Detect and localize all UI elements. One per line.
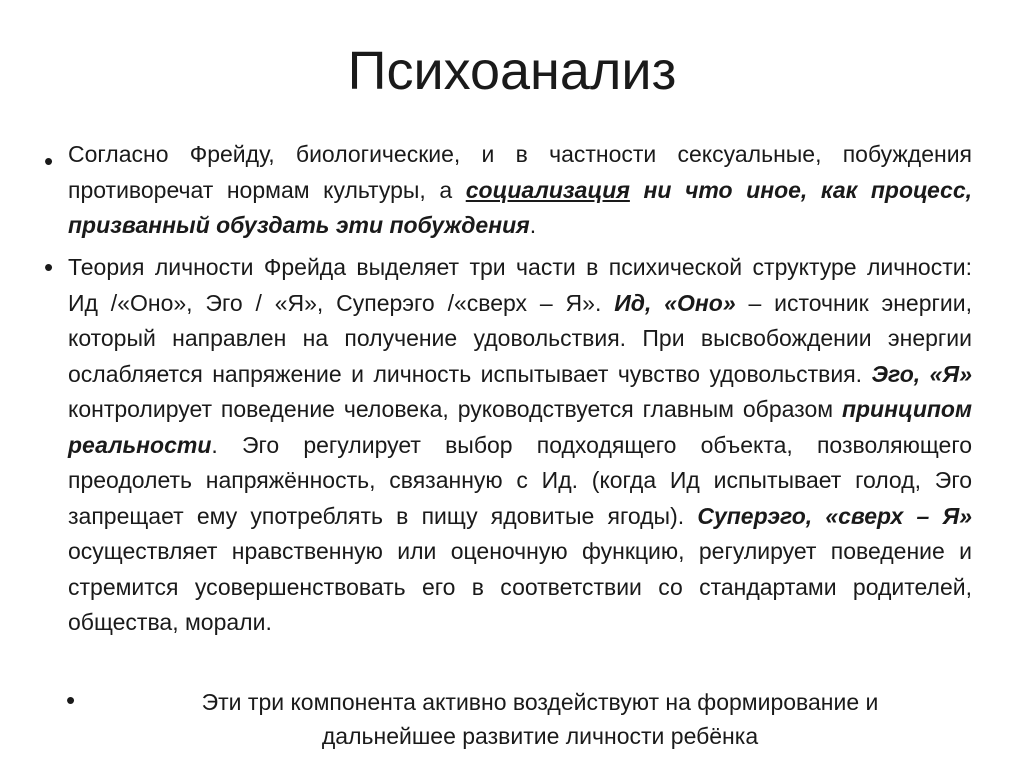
p2-emphasis-ego: Эго, «Я» [871, 360, 972, 387]
paragraph-2 [68, 250, 972, 641]
p2-emphasis-reality-principle: принципом реальности [68, 396, 972, 458]
bullet-3: • [66, 685, 76, 715]
p2-emphasis-superego: Суперэго, «сверх – Я» [697, 502, 972, 529]
paragraph-3 [90, 685, 990, 753]
bullet-2: • [44, 252, 54, 282]
p2-text-4: . Эго регулирует выбор подходящего объекта, позволяющего преодолеть напряжённость, связанную с Ид. (когда Ид испытывает голод, Эго запрещает ему употреблять в пищу ядовитые ягоды). [68, 431, 972, 529]
p3-line-2: дальнейшее развитие личности ребёнка [321, 723, 759, 749]
p2-text-2: – источник энергии, который направлен на получение удовольствия. При высвобождении энергии ослабляется напряжение и личность испытывает чувство удовольствия. [68, 289, 972, 387]
bullet-1: • [44, 146, 54, 176]
p1-emphasis-socialization: социализация [465, 176, 630, 203]
p2-emphasis-id: Ид, «Оно» [614, 289, 736, 316]
p1-emphasis-definition: ни что иное, как процесс, призванный обуздать эти побуждения [68, 176, 973, 238]
p3-line-1: Эти три компонента активно воздействуют на формирование и [201, 689, 879, 715]
p1-text-1: Согласно Фрейду, биологические, и в частности сексуальные, побуждения противоречат нормам культуры, а [68, 141, 972, 203]
paragraph-1 [68, 137, 972, 244]
p2-text-1: Теория личности Фрейда выделяет три части в психической структуре личности: Ид /«Оно», Эго / «Я», Суперэго /«сверх – Я». [68, 254, 972, 316]
p2-text-5: осуществляет нравственную или оценочную функцию, регулирует поведение и стремится усовершенствовать его в соответствии со стандартами родителей, общества, морали. [68, 538, 972, 635]
slide-title: Психоанализ [347, 41, 677, 101]
p1-text-3: . [529, 212, 537, 238]
p1-text-2 [630, 177, 644, 203]
p2-text-3: контролирует поведение человека, руководствуется главным образом [68, 396, 842, 422]
